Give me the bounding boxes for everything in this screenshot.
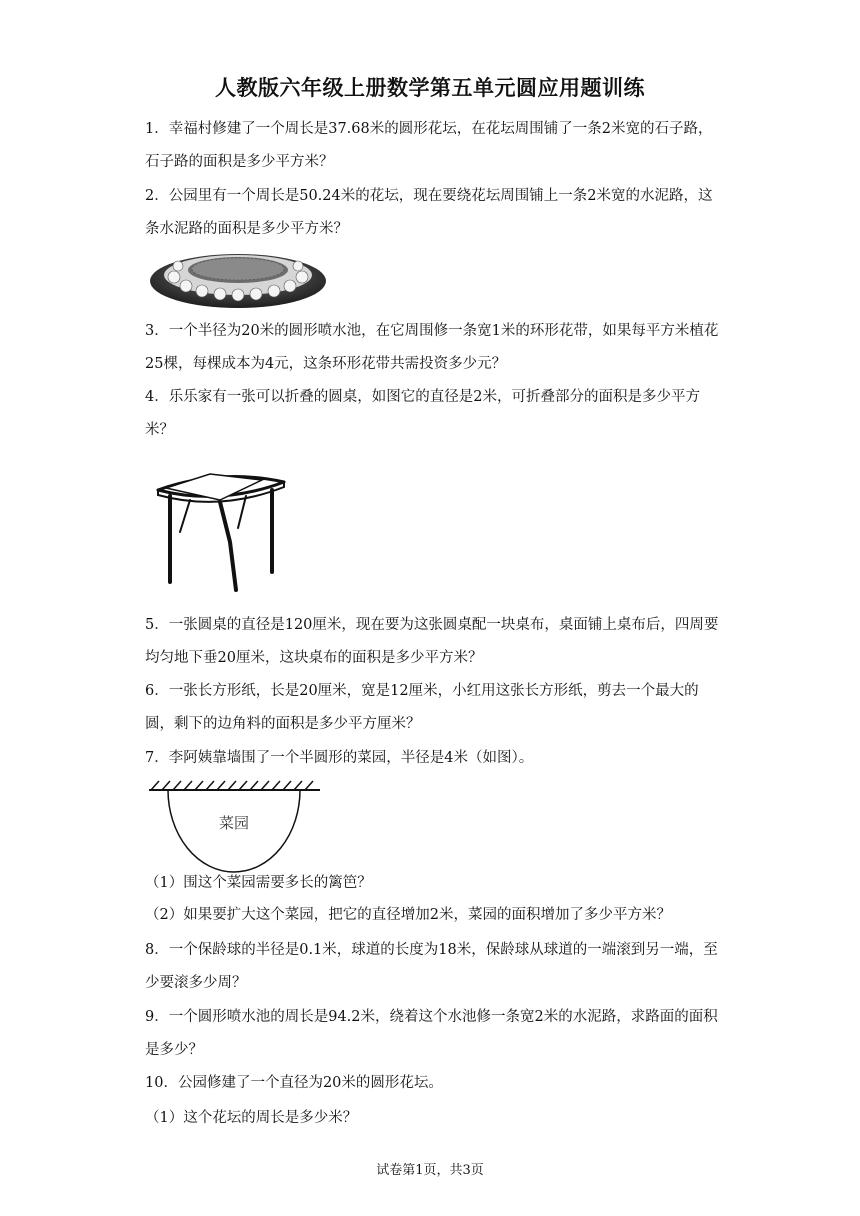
question-4: 4．乐乐家有一张可以折叠的圆桌，如图它的直径是2米，可折叠部分的面积是多少平方米？ <box>145 389 700 438</box>
question-7-part-1: （1）围这个菜园需要多长的篱笆？ <box>145 875 372 891</box>
page-title: 人教版六年级上册数学第五单元圆应用题训练 <box>215 76 645 100</box>
question-2: 2．公园里有一个周长是50.24米的花坛，现在要绕花坛周围铺上一条2米宽的水泥路，这条水泥路的面积是多少平方米？ <box>145 188 713 237</box>
flower-bed-figure <box>148 250 328 310</box>
question-10: 10．公园修建了一个直径为20米的圆形花坛。 <box>145 1075 443 1091</box>
question-9: 9．一个圆形喷水池的周长是94.2米，绕着这个水池修一条宽2米的水泥路，求路面的面积是多少？ <box>145 1009 718 1058</box>
question-8: 8．一个保龄球的半径是0.1米，球道的长度为18米，保龄球从球道的一端滚到另一端，至少要滚多少周？ <box>145 942 718 991</box>
question-5: 5．一张圆桌的直径是120厘米，现在要为这张圆桌配一块桌布，桌面铺上桌布后，四周要均匀地下垂20厘米，这块桌布的面积是多少平方米？ <box>145 617 719 666</box>
question-1: 1．幸福村修建了一个周长是37.68米的圆形花坛，在花坛周围铺了一条2米宽的石子路，石子路的面积是多少平方米？ <box>145 121 713 170</box>
question-7: 7．李阿姨靠墙围了一个半圆形的菜园，半径是4米（如图）。 <box>145 750 534 766</box>
question-3: 3．一个半径为20米的圆形喷水池，在它周围修一条宽1米的环形花带，如果每平方米植花25棵，每棵成本为4元，这条环形花带共需投资多少元？ <box>145 323 719 372</box>
page-footer: 试卷第1页，共3页 <box>376 1163 484 1178</box>
question-10-part-1: （1）这个花坛的周长是多少米？ <box>145 1110 358 1126</box>
question-7-part-2: （2）如果要扩大这个菜园，把它的直径增加2米，菜园的面积增加了多少平方米？ <box>145 907 671 923</box>
semicircle-garden-figure <box>146 778 322 876</box>
garden-label: 菜园 <box>218 814 250 832</box>
folding-table-figure <box>150 462 290 592</box>
question-6: 6．一张长方形纸，长是20厘米，宽是12厘米，小红用这张长方形纸，剪去一个最大的圆，剩下的边角料的面积是多少平方厘米？ <box>145 683 699 732</box>
